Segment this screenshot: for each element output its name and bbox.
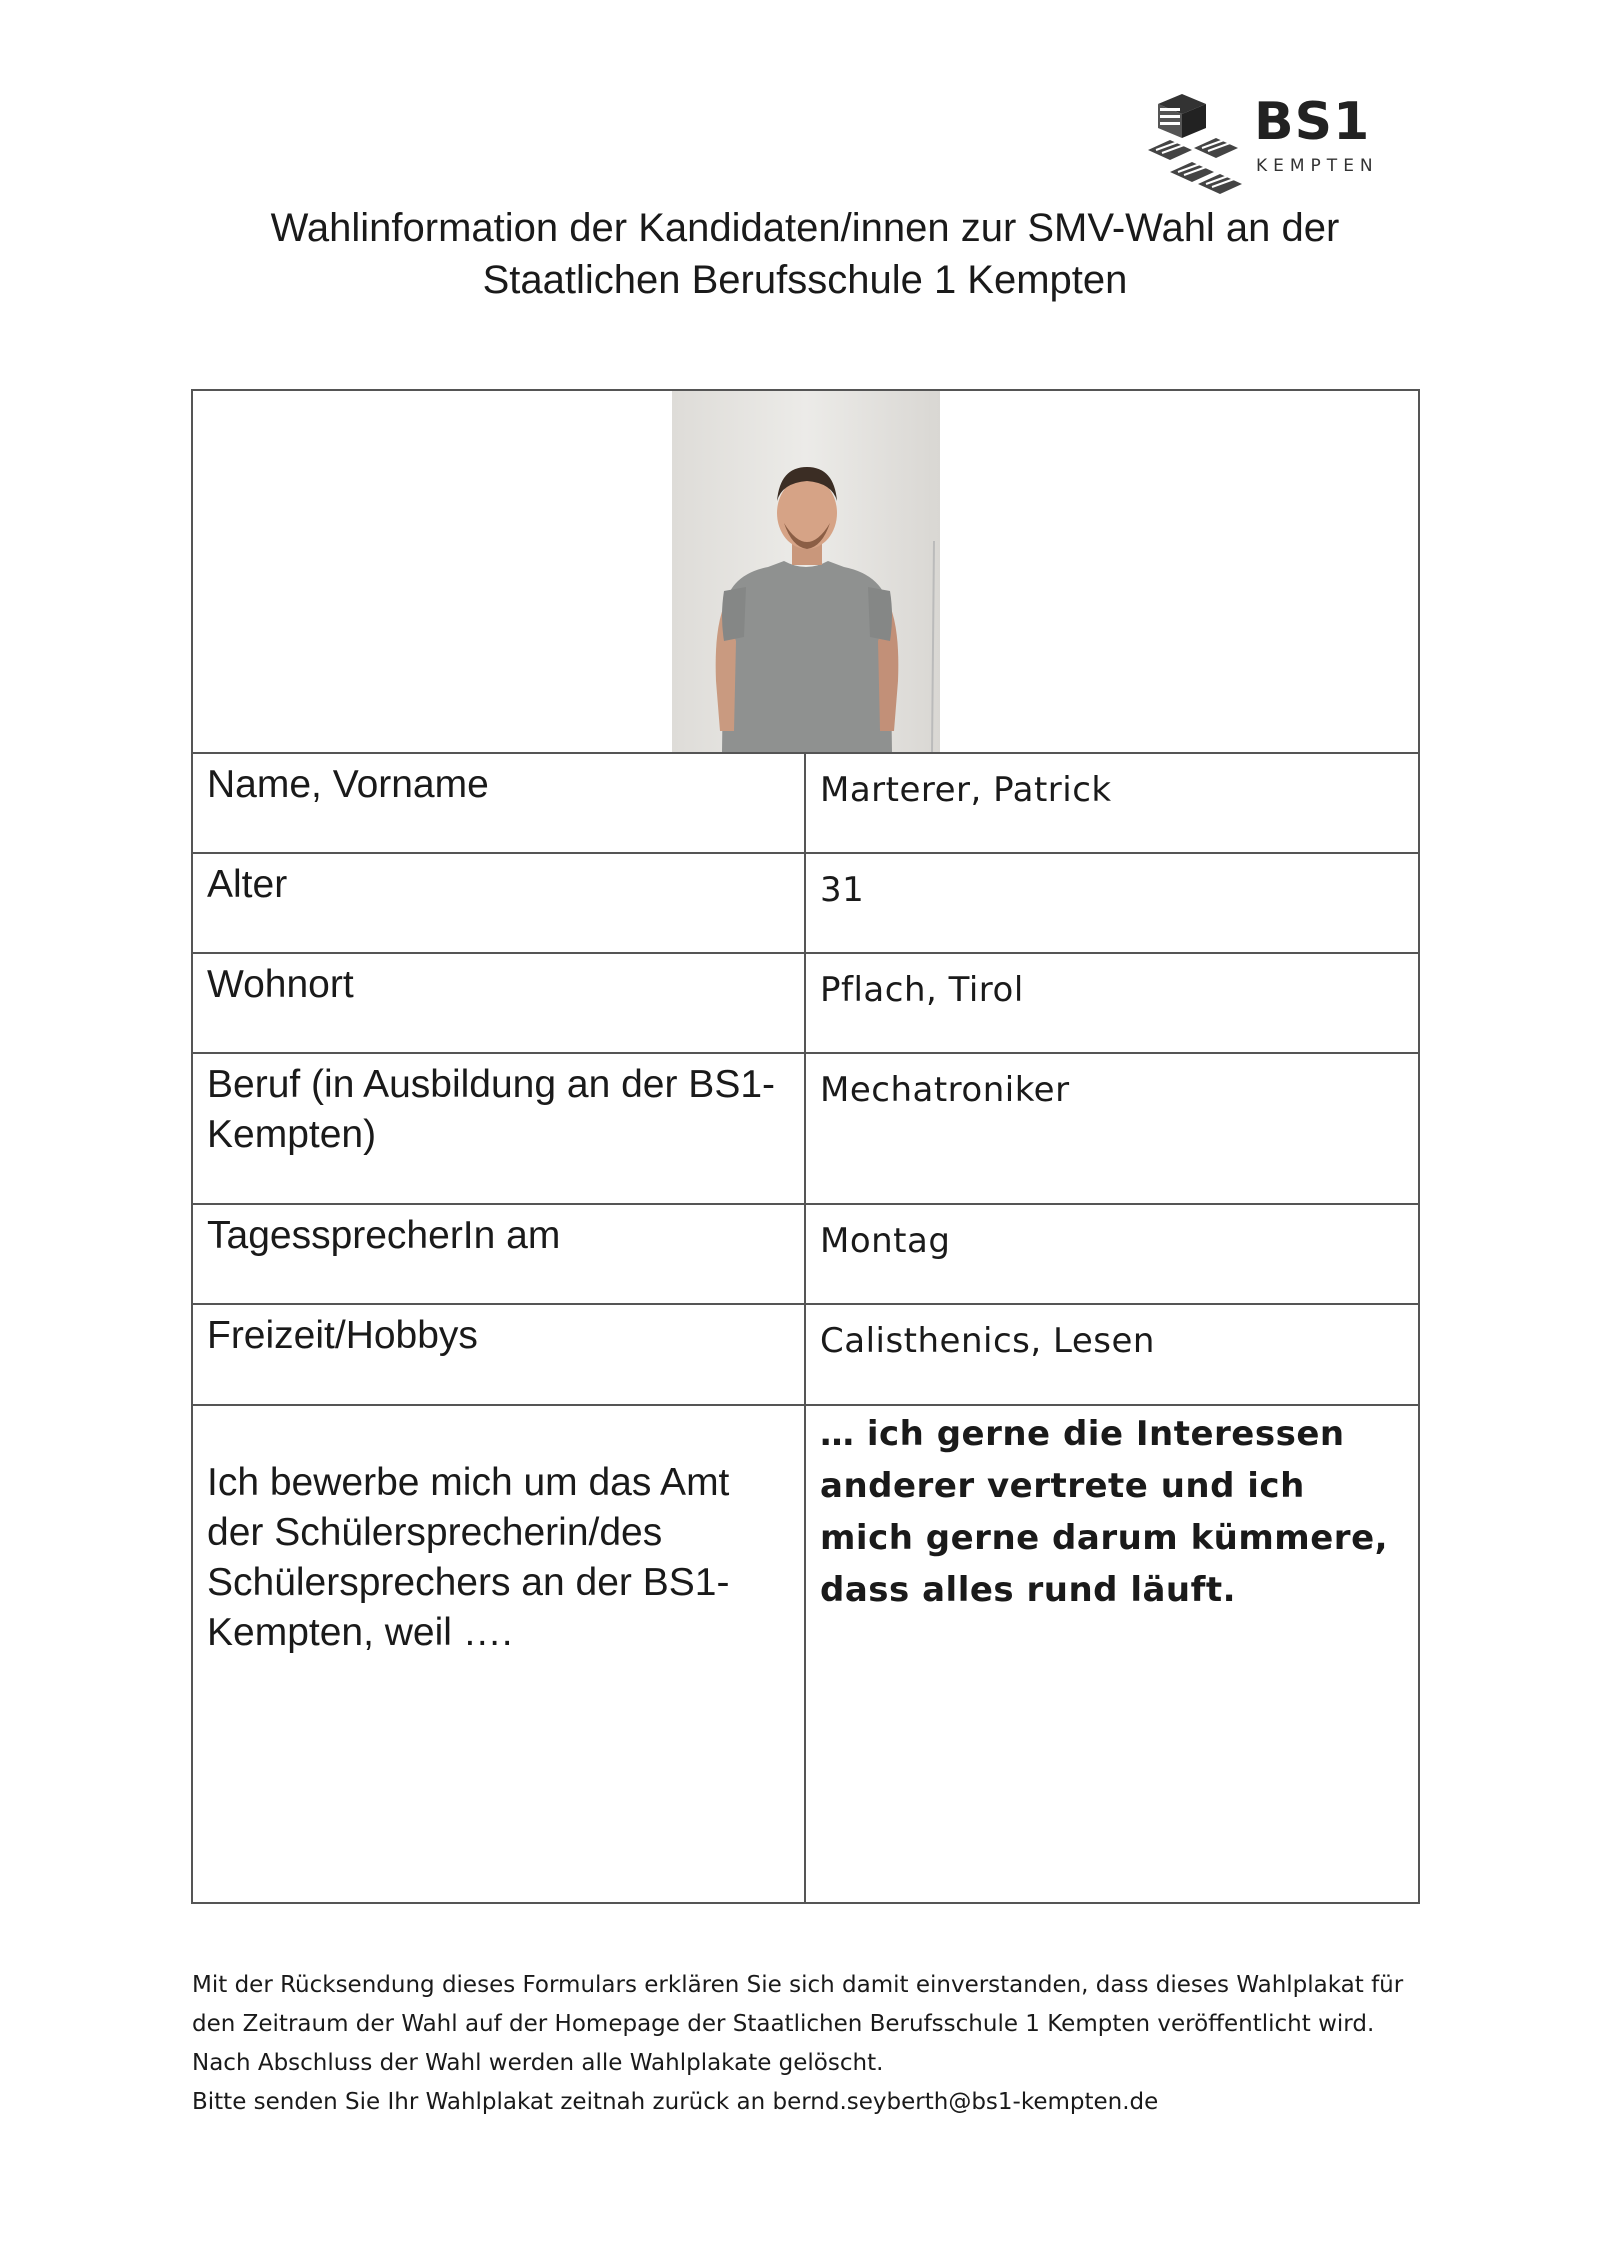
hobbys-label: Freizeit/Hobbys (207, 1314, 478, 1357)
bewerbung-label: Ich bewerbe mich um das Amt der Schülersprecherin/des Schülersprechers an der BS1-Kempten, weil …. (207, 1461, 730, 1654)
candidate-info-table (191, 389, 1420, 1904)
table-row (192, 853, 1419, 953)
alter-value: 31 (820, 870, 865, 910)
row-value (805, 953, 1419, 1053)
logo-text: BS1 (1254, 92, 1371, 152)
bewerbung-value (806, 1406, 1418, 1616)
logo-subtext: KEMPTEN (1256, 156, 1379, 176)
wohnort-label: Wohnort (207, 963, 354, 1006)
school-logo (1148, 92, 1378, 202)
alter-label: Alter (207, 863, 288, 906)
footer-contact: Bitte senden Sie Ihr Wahlplakat zeitnah zurück an bernd.seyberth@bs1-kempten.de (192, 2089, 1159, 2115)
bewerbung-text: … ich gerne die Interessen anderer vertrete und ich mich gerne darum kümmere, dass alles rund läuft. (820, 1414, 1389, 1610)
candidate-photo (672, 391, 940, 752)
footer-consent: Mit der Rücksendung dieses Formulars erklären Sie sich damit einverstanden, dass dieses Wahlplakat für den Zeitraum der Wahl auf der Homepage der Staatlichen Berufsschule 1 Kempten veröffentlicht wird. Nach Abschluss der Wahl werden alle Wahlplakate gelöscht. (192, 1972, 1404, 2076)
tag-value: Montag (820, 1221, 951, 1261)
row-label (192, 1204, 805, 1304)
photo-row (192, 390, 1419, 753)
beruf-value: Mechatroniker (820, 1070, 1070, 1110)
footer-note (192, 1966, 1432, 2122)
wohnort-value: Pflach, Tirol (820, 970, 1024, 1010)
row-value (805, 753, 1419, 853)
table-row (192, 953, 1419, 1053)
beruf-label: Beruf (in Ausbildung an der BS1-Kempten) (207, 1063, 776, 1156)
table-row (192, 1405, 1419, 1903)
row-value (805, 853, 1419, 953)
row-label (192, 953, 805, 1053)
row-label (192, 853, 805, 953)
table-row (192, 753, 1419, 853)
row-label (192, 753, 805, 853)
page-title (180, 202, 1430, 306)
name-value: Marterer, Patrick (820, 770, 1112, 810)
row-value (805, 1304, 1419, 1405)
row-value (805, 1405, 1419, 1903)
logo-cubes-icon (1148, 92, 1253, 202)
title-line-2: Staatlichen Berufsschule 1 Kempten (482, 258, 1128, 302)
title-line-1: Wahlinformation der Kandidaten/innen zur SMV-Wahl an der (270, 206, 1340, 250)
name-label: Name, Vorname (207, 763, 489, 806)
table-row (192, 1204, 1419, 1304)
row-label (192, 1053, 805, 1204)
row-label (192, 1304, 805, 1405)
row-value (805, 1204, 1419, 1304)
row-label (192, 1405, 805, 1903)
table-row (192, 1053, 1419, 1204)
hobbys-value: Calisthenics, Lesen (820, 1321, 1155, 1361)
tag-label: TagessprecherIn am (207, 1214, 561, 1257)
table-row (192, 1304, 1419, 1405)
photo-cell (192, 390, 1419, 753)
row-value (805, 1053, 1419, 1204)
